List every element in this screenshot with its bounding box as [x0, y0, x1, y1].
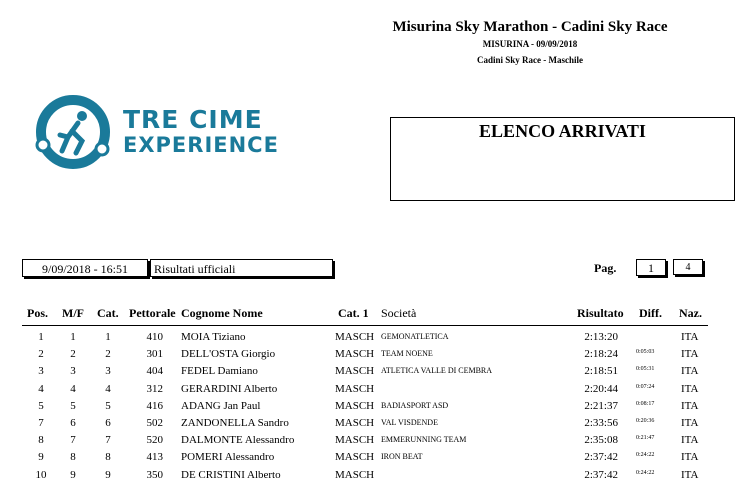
- row-cat: 3: [105, 365, 111, 378]
- row-risultato: 2:20:44: [584, 382, 618, 395]
- col-header-cat1: Cat. 1: [338, 306, 369, 320]
- row-pos: 10: [35, 468, 47, 481]
- row-societa: GEMONATLETICA: [381, 332, 449, 341]
- print-datetime: 9/09/2018 - 16:51: [22, 259, 148, 277]
- row-diff: 0:08:17: [636, 400, 655, 407]
- row-societa: VAL VISDENDE: [381, 418, 438, 427]
- row-nome: GERARDINI Alberto: [181, 382, 278, 395]
- row-diff: 0:07:24: [636, 383, 655, 390]
- logo-text-line1: TRE CIME: [123, 105, 263, 134]
- row-diff: 0:24:22: [636, 452, 655, 459]
- row-cat1: MASCH: [335, 434, 375, 447]
- event-place-date: MISURINA - 09/09/2018: [482, 39, 578, 49]
- row-diff: 0:05:03: [636, 349, 655, 356]
- row-cat: 2: [105, 348, 111, 361]
- row-cat1: MASCH: [335, 399, 375, 412]
- row-naz: ITA: [681, 468, 699, 481]
- row-cat1: MASCH: [335, 348, 375, 361]
- row-pos: 2: [38, 348, 44, 361]
- row-naz: ITA: [681, 417, 699, 429]
- row-risultato: 2:33:56: [584, 417, 618, 429]
- col-header-societa: Società: [381, 306, 417, 320]
- row-naz: ITA: [681, 331, 699, 343]
- col-header-cat: Cat.: [97, 306, 119, 320]
- page-total: 4: [673, 259, 703, 275]
- row-mf: 5: [70, 399, 76, 412]
- row-cat: 4: [105, 382, 111, 395]
- col-header-pettorale: Pettorale: [129, 306, 176, 320]
- row-nome: FEDEL Damiano: [181, 365, 258, 378]
- col-header-naz: Naz.: [679, 306, 702, 320]
- row-risultato: 2:37:42: [584, 468, 618, 481]
- page-number: 1: [636, 259, 666, 276]
- row-societa: BADIASPORT ASD: [381, 400, 449, 410]
- row-pos: 1: [38, 331, 44, 343]
- row-pos: 7: [38, 417, 44, 429]
- row-naz: ITA: [681, 348, 699, 361]
- row-naz: ITA: [681, 382, 699, 395]
- row-risultato: 2:18:24: [584, 348, 618, 361]
- row-pettorale: 404: [146, 365, 163, 378]
- row-pettorale: 416: [146, 399, 163, 412]
- row-pos: 4: [38, 382, 44, 395]
- col-header-nome: Cognome Nome: [181, 306, 263, 320]
- list-title-box: [390, 117, 735, 201]
- row-mf: 7: [70, 434, 76, 447]
- row-nome: ZANDONELLA Sandro: [181, 417, 289, 429]
- header-rule: [22, 325, 708, 326]
- row-risultato: 2:35:08: [584, 434, 618, 447]
- row-pettorale: 520: [146, 434, 163, 447]
- row-societa: TEAM NOENE: [381, 349, 433, 359]
- row-pettorale: 301: [146, 348, 163, 361]
- row-cat1: MASCH: [335, 331, 375, 343]
- row-nome: POMERI Alessandro: [181, 451, 275, 464]
- row-naz: ITA: [681, 365, 699, 378]
- row-mf: 1: [70, 331, 76, 343]
- col-header-pos: Pos.: [27, 306, 48, 320]
- row-cat: 6: [105, 417, 111, 429]
- row-cat: 9: [105, 468, 111, 481]
- row-societa: ATLETICA VALLE DI CEMBRA: [381, 366, 493, 376]
- row-cat: 7: [105, 434, 111, 447]
- col-header-diff: Diff.: [639, 306, 662, 320]
- row-pettorale: 312: [146, 382, 163, 395]
- row-risultato: 2:18:51: [584, 365, 618, 378]
- logo-text-line2: EXPERIENCE: [123, 133, 279, 157]
- row-nome: DALMONTE Alessandro: [181, 434, 295, 447]
- row-naz: ITA: [681, 399, 699, 412]
- row-nome: MOIA Tiziano: [181, 331, 246, 343]
- col-header-mf: M/F: [62, 306, 84, 320]
- race-category: Cadini Sky Race - Maschile: [476, 55, 583, 65]
- row-pettorale: 350: [146, 468, 163, 481]
- row-mf: 4: [70, 382, 76, 395]
- row-pettorale: 502: [146, 417, 163, 429]
- row-pos: 8: [38, 434, 44, 447]
- row-diff: 0:24:22: [636, 469, 655, 476]
- row-mf: 2: [70, 348, 76, 361]
- row-nome: DE CRISTINI Alberto: [181, 468, 281, 481]
- row-pettorale: 413: [146, 451, 163, 464]
- runner-emblem-icon: [32, 93, 122, 173]
- row-risultato: 2:21:37: [584, 399, 618, 412]
- row-cat: 1: [105, 331, 111, 343]
- row-pos: 3: [38, 365, 44, 378]
- row-nome: ADANG Jan Paul: [181, 399, 261, 412]
- row-naz: ITA: [681, 451, 699, 464]
- row-pos: 5: [38, 399, 44, 412]
- row-naz: ITA: [681, 434, 699, 447]
- row-risultato: 2:13:20: [584, 331, 618, 343]
- row-mf: 6: [70, 417, 76, 429]
- list-title: ELENCO ARRIVATI: [479, 121, 646, 141]
- row-diff: 0:05:31: [636, 366, 655, 373]
- page-label: Pag.: [594, 261, 617, 275]
- row-nome: DELL'OSTA Giorgio: [181, 348, 276, 361]
- row-societa: IRON BEAT: [381, 452, 423, 462]
- results-status: Risultati ufficiali: [150, 259, 333, 277]
- row-mf: 8: [70, 451, 76, 464]
- row-risultato: 2:37:42: [584, 451, 618, 464]
- row-cat1: MASCH: [335, 468, 375, 481]
- row-mf: 3: [70, 365, 76, 378]
- col-header-risultato: Risultato: [577, 306, 624, 320]
- row-cat1: MASCH: [335, 417, 375, 429]
- row-pettorale: 410: [146, 331, 163, 343]
- row-pos: 9: [38, 451, 44, 464]
- row-cat1: MASCH: [335, 365, 375, 378]
- row-societa: EMMERUNNING TEAM: [381, 435, 467, 445]
- row-diff: 0:21:47: [636, 435, 655, 442]
- row-cat: 8: [105, 451, 111, 464]
- row-cat1: MASCH: [335, 382, 375, 395]
- row-diff: 0:20:36: [636, 418, 655, 424]
- event-title: Misurina Sky Marathon - Cadini Sky Race: [392, 19, 668, 35]
- row-cat1: MASCH: [335, 451, 375, 464]
- row-cat: 5: [105, 399, 111, 412]
- row-mf: 9: [70, 468, 76, 481]
